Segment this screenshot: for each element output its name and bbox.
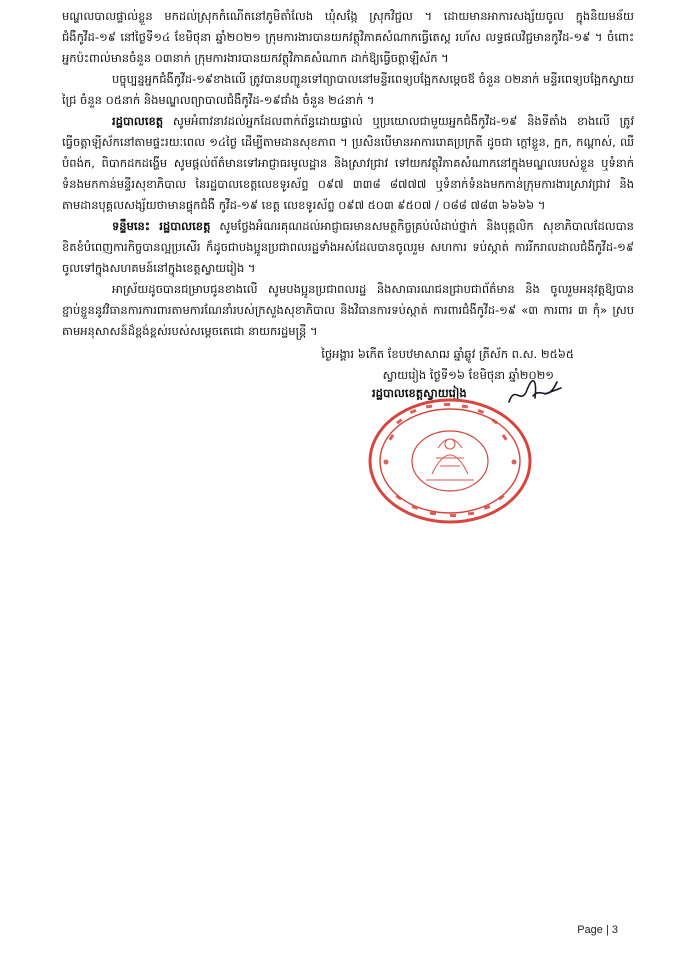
paragraph-4-lead: ទន្ទឹមនេះ រដ្ឋបាលខេត្ត bbox=[112, 219, 211, 233]
paragraph-4-text: សូមថ្លែងអំណរគុណដល់អាជ្ញាធរមានសមត្ថកិច្ចគ្រប់លំដាប់ថ្នាក់ និងបុគ្គលិក សុខាភិបាលដែលបានខិតខំបំពេញការកិច្ចបានល្អប្រសើរ ក៏ដូចជាបងប្អូនប្រជាពលរដ្ឋទាំងអស់ដែលបានចូលរួម សហការ ទប់ស្កាត់ ការរីករាលដាលជំងឺកូវីដ-១៩ ចូលទៅក្នុងសហគមន៍នៅក្នុងខេត្តស្វាយរៀង ។ bbox=[62, 219, 634, 275]
paragraph-2 bbox=[62, 69, 634, 111]
paragraph-4 bbox=[62, 216, 634, 279]
paragraph-3-text: សូមអំពាវនាវដល់អ្នកដែលពាក់ព័ន្ធដោយផ្ទាល់ ឬប្រយោលជាមួយអ្នកជំងឺកូវីដ-១៩ និងទីតាំង ខាងលើ ត្រូវធ្វើចត្តាឡីស័កនៅតាមផ្ទះរយៈពេល ១៤ថ្ងៃ ដើម្បីតាមដានសុខភាព ។ ប្រសិនបើមានអាការរោគប្រក្រតី ដូចជា ក្តៅខ្លួន, ក្អក, កណ្តាស់, ឈឺបំពង់ក, ពិបាកដកដង្ហើម សូមផ្តល់ព័ត៌មានទៅអាជ្ញាធរមូលដ្ឋាន និងស្រាវជ្រាវ ទៅយកវត្ថុវិភាគសំណាកនៅក្នុងមណ្ឌលរបស់ខ្លួន ឬទំនាក់ទំនងមកកាន់មន្ទីរសុខាភិបាល នៃរដ្ឋបាលខេត្តលេខទូរស័ព្ទ ០៩៧ ៣៣៨ ៨៧៧៧ ឬទំនាក់ទំនងមកកាន់ក្រុមការងារស្រាវជ្រាវ និងតាមដានបុគ្គលសង្ស័យថាមានផ្ទុកជំងឺ កូវីដ-១៩ ខេត្ត លេខទូរស័ព្ទ ០៩៧ ៥០៣ ៩៥០៧ / ០៨៨ ៧៨៣ ៦៦៦៦ ។ bbox=[62, 114, 634, 212]
paragraph-1-text: មណ្ឌលបាលផ្ទាល់ខ្លួន មកដល់ស្រុកកំណើតនៅភូមិតាំលែង ឃុំសង្កែ ស្រុកវិជ្ជល ។ ដោយមានអាការសង្ស័យចូល ក្នុងនិយមន័យជំងឺកូវីដ-១៩ នៅថ្ងៃទី១៤ ខែមិថុនា ឆ្នាំ២០២១ ក្រុមការងារបានយកវត្ថុវិភាគសំណាកធ្វើតេស្ត រហ័ស លទ្ធផលវិជ្ជមានកូវីដ-១៩ ។ ចំពោះអ្នកប៉ះពាល់មានចំនួន ០៣នាក់ ក្រុមការងារបានយកវត្ថុវិភាគសំណាក ដាក់ឱ្យធ្វើចត្តាឡីស័ក ។ bbox=[62, 9, 634, 65]
signer-title: រដ្ឋបាលខេត្តស្វាយរៀង bbox=[372, 386, 467, 400]
official-seal-icon bbox=[366, 396, 534, 526]
paragraph-5 bbox=[62, 279, 634, 342]
paragraph-1 bbox=[62, 6, 634, 69]
paragraph-3-lead: រដ្ឋបាលខេត្ត bbox=[112, 114, 164, 128]
page-number: Page | 3 bbox=[577, 924, 618, 936]
paragraph-3 bbox=[62, 111, 634, 216]
document-body bbox=[62, 6, 634, 342]
date-line-lunar: ថ្ងៃអង្គារ ៦កើត ខែបឋមាសាឍ ឆ្នាំឆ្លូវ ត្រីស័ក ព.ស. ២៥៦៥ bbox=[321, 347, 574, 361]
paragraph-5-text: អាស្រ័យដូចបានជម្រាបជូនខាងលើ សូមបងប្អូនប្រជាពលរដ្ឋ និងសាធារណជនជ្រាបជាព័ត៌មាន និង ចូលរួមអនុវត្តឱ្យបានខ្ជាប់ខ្ជួននូវវិធានការការពារតាមការណែនាំរបស់ក្រសួងសុខាភិបាល និងវិធានការទប់ស្កាត់ ការពារជំងឺកូវីដ-១៩ «៣ ការពារ ៣ កុំ» ស្របតាមអនុសាសន៍ដ៏ខ្ពង់ខ្ពស់របស់សម្តេចតេជោ នាយករដ្ឋមន្ត្រី ។ bbox=[62, 282, 634, 338]
date-line-solar: ស្វាយរៀង ថ្ងៃទី១៦ ខែមិថុនា ឆ្នាំ២០២១ bbox=[382, 368, 554, 382]
paragraph-2-text: បច្ចុប្បន្នអ្នកជំងឺកូវីដ-១៩ខាងលើ ត្រូវបានបញ្ជូនទៅព្យាបាលនៅមន្ទីរពេទ្យបង្អែកសម្តេចឪ ចំនួន ០២នាក់ មន្ទីរពេទ្យបង្អែកស្វាយជ្រៃ ចំនួន ០៥នាក់ និងមណ្ឌលព្យាបាលជំងឺកូវីដ-១៩ជាំង ចំនួន ២៤នាក់ ។ bbox=[62, 72, 635, 107]
